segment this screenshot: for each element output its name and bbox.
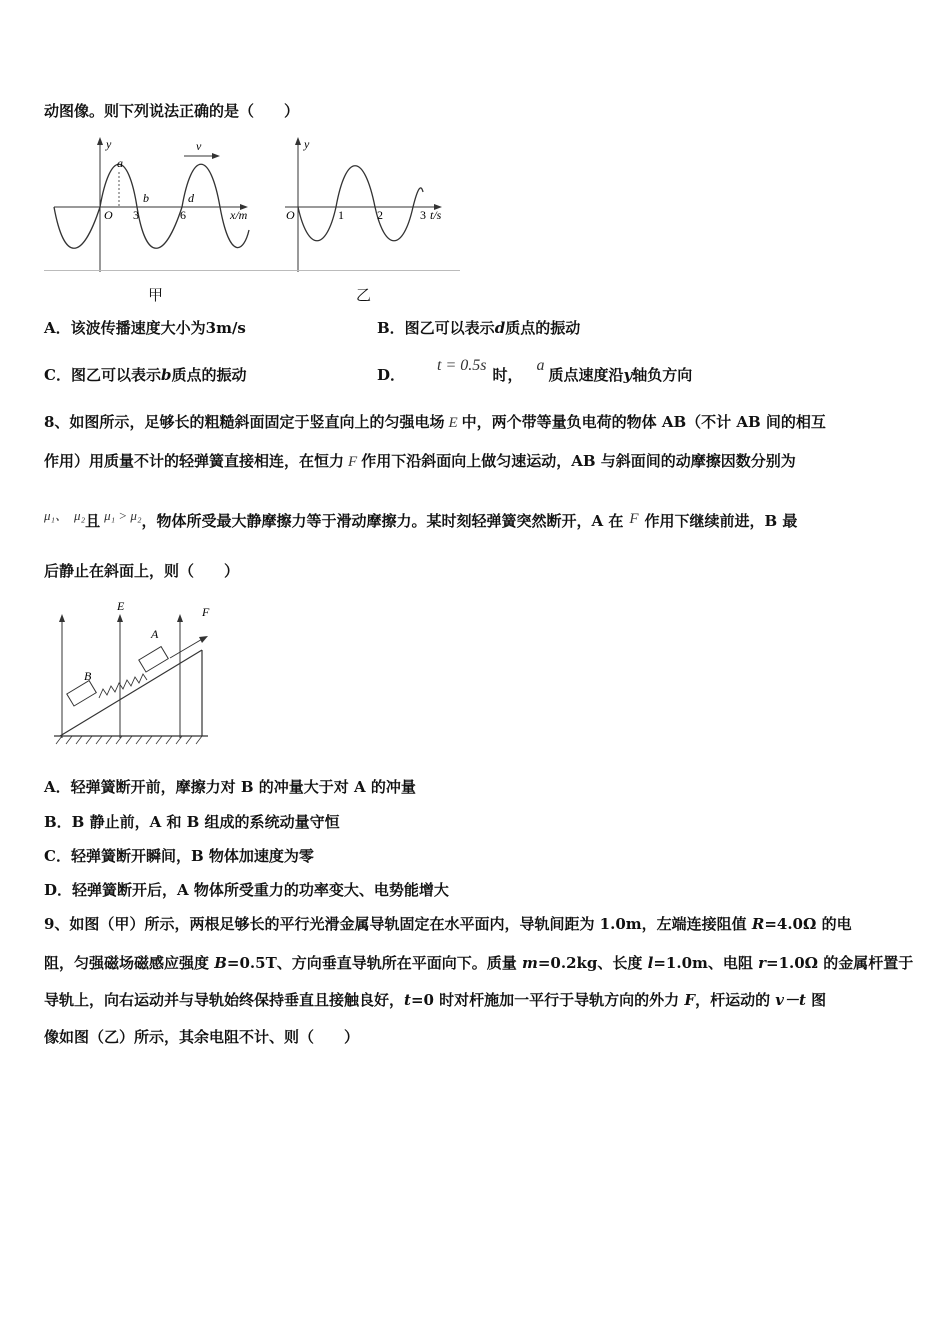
jia-label-v: v bbox=[196, 139, 202, 153]
q7-figure-baseline bbox=[44, 270, 460, 271]
yi-wave bbox=[298, 166, 423, 241]
q8-option-a: A．轻弹簧断开前，摩擦力对 B 的冲量大于对 A 的冲量 bbox=[44, 778, 416, 796]
q7-option-d: D．t = 0.5s时，a质点速度沿y轴负方向 bbox=[377, 357, 693, 384]
jia-label-a: a bbox=[117, 156, 123, 170]
jia-label-y: y bbox=[106, 137, 112, 151]
label-f: F bbox=[202, 605, 210, 619]
q8-line3: μ₁、 μ₂且 μ₁ > μ₂，物体所受最大静摩擦力等于滑动摩擦力。某时刻轻弹簧突然断开，A 在 F 作用下继续前进，B 最 bbox=[44, 508, 798, 530]
jia-label-b: b bbox=[143, 191, 149, 205]
jia-tick-6: 6 bbox=[180, 208, 186, 222]
yi-label-x: t/s bbox=[430, 208, 442, 222]
q8-line4: 后静止在斜面上，则（ ） bbox=[44, 562, 240, 580]
q7-option-b: B．图乙可以表示d质点的振动 bbox=[377, 319, 581, 337]
block-b bbox=[67, 681, 96, 706]
q8-line2: 作用）用质量不计的轻弹簧直接相连，在恒力 F 作用下沿斜面向上做匀速运动，AB 与斜面间的动摩擦因数分别为 bbox=[44, 452, 796, 470]
yi-tick-2: 2 bbox=[377, 208, 383, 222]
q9-line4: 像如图（乙）所示，其余电阻不计、则（ ） bbox=[44, 1028, 360, 1046]
q8-figure-incline bbox=[44, 598, 224, 753]
q9-line1: 9、如图（甲）所示，两根足够长的平行光滑金属导轨固定在水平面内，导轨间距为 1.0m，左端连接阻值 R=4.0Ω 的电 bbox=[44, 915, 852, 933]
label-e: E bbox=[117, 599, 125, 613]
q7-option-a: A．该波传播速度大小为3m/s bbox=[44, 319, 246, 337]
q7-option-c: C．图乙可以表示b质点的振动 bbox=[44, 366, 247, 384]
jia-wave bbox=[54, 164, 249, 248]
block-a bbox=[139, 647, 168, 672]
yi-origin: O bbox=[286, 208, 295, 222]
jia-y-arrow bbox=[97, 137, 103, 145]
spring bbox=[99, 674, 147, 698]
jia-label-d: d bbox=[188, 191, 194, 205]
q7-stem-tail: 动图像。则下列说法正确的是（ ） bbox=[44, 102, 300, 120]
q9-line3: 导轨上，向右运动并与导轨始终保持垂直且接触良好，t=0 时对杆施加一平行于导轨方向的外力 F，杆运动的 v－t 图 bbox=[44, 991, 827, 1009]
label-a: A bbox=[151, 627, 159, 641]
q7-figure-jia bbox=[44, 132, 284, 277]
yi-label-y: y bbox=[304, 137, 310, 151]
q8-option-b: B．B 静止前，A 和 B 组成的系统动量守恒 bbox=[44, 813, 340, 831]
jia-origin: O bbox=[104, 208, 113, 222]
yi-tick-1: 1 bbox=[338, 208, 344, 222]
q9-line2: 阻，匀强磁场磁感应强度 B=0.5T、方向垂直导轨所在平面向下。质量 m=0.2kg、长度 l=1.0m、电阻 r=1.0Ω 的金属杆置于 bbox=[44, 954, 914, 972]
force-f-arrow bbox=[170, 638, 204, 658]
jia-label-x: x/m bbox=[230, 208, 248, 222]
label-b: B bbox=[84, 669, 92, 683]
q8-option-c: C．轻弹簧断开瞬间，B 物体加速度为零 bbox=[44, 847, 314, 865]
jia-tick-3: 3 bbox=[133, 208, 139, 222]
q7-figure-yi bbox=[280, 132, 460, 277]
q7-caption-jia: 甲 bbox=[148, 286, 164, 304]
q8-option-d: D．轻弹簧断开后，A 物体所受重力的功率变大、电势能增大 bbox=[44, 881, 449, 899]
q8-line1: 8、如图所示，足够长的粗糙斜面固定于竖直向上的匀强电场 E 中，两个带等量负电荷的物体 AB（不计 AB 间的相互 bbox=[44, 413, 826, 431]
yi-tick-3: 3 bbox=[420, 208, 426, 222]
q7-caption-yi: 乙 bbox=[356, 286, 372, 304]
